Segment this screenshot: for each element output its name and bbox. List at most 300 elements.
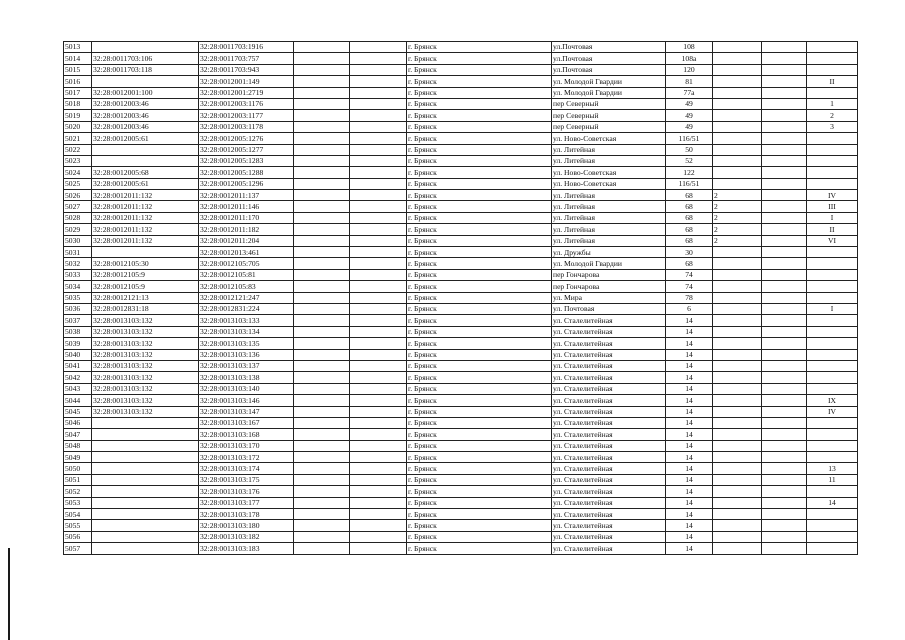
row-number-cell: 5024 xyxy=(64,167,92,178)
cadastral-number-cell: 32:28:0013103:168 xyxy=(199,429,294,440)
empty-cell xyxy=(350,452,407,463)
empty-cell xyxy=(762,144,807,155)
row-number-cell: 5021 xyxy=(64,133,92,144)
empty-cell xyxy=(762,463,807,474)
empty-cell xyxy=(350,417,407,428)
parent-cadastral-number-cell: 32:28:0012003:46 xyxy=(92,110,199,121)
street-cell: ул. Сталелитейная xyxy=(552,315,666,326)
empty-cell xyxy=(350,497,407,508)
empty-cell xyxy=(762,417,807,428)
empty-cell xyxy=(350,383,407,394)
row-number-cell: 5054 xyxy=(64,509,92,520)
empty-cell xyxy=(294,440,350,451)
table-row xyxy=(64,531,858,542)
city-cell: г. Брянск xyxy=(407,212,552,223)
empty-cell xyxy=(294,144,350,155)
house-number-cell: 14 xyxy=(666,326,713,337)
empty-cell xyxy=(350,372,407,383)
house-number-cell: 14 xyxy=(666,520,713,531)
parent-cadastral-number-cell: 32:28:0012011:132 xyxy=(92,235,199,246)
empty-cell xyxy=(762,42,807,53)
parent-cadastral-number-cell: 32:28:0012121:13 xyxy=(92,292,199,303)
premises-number-cell xyxy=(807,509,858,520)
cadastral-number-cell: 32:28:0012001:2719 xyxy=(199,87,294,98)
building-number-cell xyxy=(713,338,762,349)
empty-cell xyxy=(294,258,350,269)
house-number-cell: 49 xyxy=(666,98,713,109)
row-number-cell: 5052 xyxy=(64,486,92,497)
parent-cadastral-number-cell: 32:28:0012831:18 xyxy=(92,303,199,314)
parent-cadastral-number-cell xyxy=(92,509,199,520)
premises-number-cell: I xyxy=(807,303,858,314)
premises-number-cell xyxy=(807,543,858,554)
row-number-cell: 5049 xyxy=(64,452,92,463)
building-number-cell xyxy=(713,474,762,485)
street-cell: пер Гончарова xyxy=(552,281,666,292)
house-number-cell: 81 xyxy=(666,76,713,87)
empty-cell xyxy=(762,303,807,314)
row-number-cell: 5043 xyxy=(64,383,92,394)
city-cell: г. Брянск xyxy=(407,190,552,201)
city-cell: г. Брянск xyxy=(407,326,552,337)
building-number-cell xyxy=(713,497,762,508)
table-row xyxy=(64,429,858,440)
premises-number-cell xyxy=(807,64,858,75)
table-row xyxy=(64,315,858,326)
parent-cadastral-number-cell xyxy=(92,543,199,554)
empty-cell xyxy=(350,326,407,337)
street-cell: ул. Сталелитейная xyxy=(552,509,666,520)
empty-cell xyxy=(294,543,350,554)
table-row xyxy=(64,144,858,155)
cadastral-number-cell: 32:28:0011703:943 xyxy=(199,64,294,75)
building-number-cell xyxy=(713,121,762,132)
house-number-cell: 120 xyxy=(666,64,713,75)
empty-cell xyxy=(350,429,407,440)
street-cell: ул. Почтовая xyxy=(552,303,666,314)
table-row xyxy=(64,349,858,360)
table-row xyxy=(64,178,858,189)
premises-number-cell: III xyxy=(807,201,858,212)
row-number-cell: 5019 xyxy=(64,110,92,121)
city-cell: г. Брянск xyxy=(407,76,552,87)
street-cell: ул. Литейная xyxy=(552,201,666,212)
table-row xyxy=(64,98,858,109)
house-number-cell: 14 xyxy=(666,440,713,451)
street-cell: ул. Литейная xyxy=(552,235,666,246)
table-row xyxy=(64,190,858,201)
empty-cell xyxy=(762,543,807,554)
empty-cell xyxy=(294,98,350,109)
table-row xyxy=(64,395,858,406)
empty-cell xyxy=(350,224,407,235)
premises-number-cell: IV xyxy=(807,190,858,201)
empty-cell xyxy=(350,212,407,223)
city-cell: г. Брянск xyxy=(407,543,552,554)
city-cell: г. Брянск xyxy=(407,144,552,155)
house-number-cell: 14 xyxy=(666,474,713,485)
empty-cell xyxy=(350,303,407,314)
cadastral-number-cell: 32:28:0012831:224 xyxy=(199,303,294,314)
building-number-cell xyxy=(713,315,762,326)
parent-cadastral-number-cell: 32:28:0012005:68 xyxy=(92,167,199,178)
cadastral-number-cell: 32:28:0012011:170 xyxy=(199,212,294,223)
parent-cadastral-number-cell xyxy=(92,429,199,440)
empty-cell xyxy=(762,486,807,497)
table-row xyxy=(64,303,858,314)
building-number-cell xyxy=(713,417,762,428)
empty-cell xyxy=(294,463,350,474)
empty-cell xyxy=(762,258,807,269)
empty-cell xyxy=(294,42,350,53)
table-row xyxy=(64,53,858,64)
empty-cell xyxy=(294,281,350,292)
table-row xyxy=(64,247,858,258)
street-cell: ул. Молодой Гвардии xyxy=(552,87,666,98)
empty-cell xyxy=(294,167,350,178)
city-cell: г. Брянск xyxy=(407,224,552,235)
house-number-cell: 78 xyxy=(666,292,713,303)
page-edge-mark xyxy=(8,548,10,640)
street-cell: ул. Сталелитейная xyxy=(552,383,666,394)
parent-cadastral-number-cell xyxy=(92,417,199,428)
premises-number-cell xyxy=(807,440,858,451)
empty-cell xyxy=(294,76,350,87)
table-row xyxy=(64,509,858,520)
empty-cell xyxy=(350,509,407,520)
table-row xyxy=(64,121,858,132)
empty-cell xyxy=(350,42,407,53)
empty-cell xyxy=(762,76,807,87)
premises-number-cell: 2 xyxy=(807,110,858,121)
house-number-cell: 108а xyxy=(666,53,713,64)
premises-number-cell xyxy=(807,349,858,360)
empty-cell xyxy=(350,269,407,280)
empty-cell xyxy=(762,190,807,201)
empty-cell xyxy=(294,247,350,258)
cadastral-number-cell: 32:28:0012005:1283 xyxy=(199,155,294,166)
empty-cell xyxy=(350,349,407,360)
parent-cadastral-number-cell: 32:28:0012001:100 xyxy=(92,87,199,98)
empty-cell xyxy=(350,98,407,109)
table-row xyxy=(64,497,858,508)
building-number-cell xyxy=(713,64,762,75)
empty-cell xyxy=(294,474,350,485)
empty-cell xyxy=(350,338,407,349)
empty-cell xyxy=(350,133,407,144)
parent-cadastral-number-cell: 32:28:0013103:132 xyxy=(92,315,199,326)
building-number-cell xyxy=(713,543,762,554)
city-cell: г. Брянск xyxy=(407,440,552,451)
parent-cadastral-number-cell: 32:28:0012011:132 xyxy=(92,224,199,235)
building-number-cell xyxy=(713,53,762,64)
parent-cadastral-number-cell: 32:28:0011703:118 xyxy=(92,64,199,75)
building-number-cell: 2 xyxy=(713,201,762,212)
building-number-cell xyxy=(713,98,762,109)
parent-cadastral-number-cell: 32:28:0012105:9 xyxy=(92,269,199,280)
premises-number-cell xyxy=(807,167,858,178)
house-number-cell: 30 xyxy=(666,247,713,258)
cadastral-number-cell: 32:28:0013103:170 xyxy=(199,440,294,451)
house-number-cell: 14 xyxy=(666,429,713,440)
city-cell: г. Брянск xyxy=(407,110,552,121)
empty-cell xyxy=(350,281,407,292)
house-number-cell: 14 xyxy=(666,452,713,463)
house-number-cell: 14 xyxy=(666,486,713,497)
empty-cell xyxy=(762,452,807,463)
empty-cell xyxy=(762,247,807,258)
parent-cadastral-number-cell: 32:28:0013103:132 xyxy=(92,372,199,383)
empty-cell xyxy=(762,224,807,235)
street-cell: ул. Сталелитейная xyxy=(552,520,666,531)
parent-cadastral-number-cell: 32:28:0011703:106 xyxy=(92,53,199,64)
city-cell: г. Брянск xyxy=(407,315,552,326)
row-number-cell: 5036 xyxy=(64,303,92,314)
empty-cell xyxy=(294,87,350,98)
cadastral-number-cell: 32:28:0013103:133 xyxy=(199,315,294,326)
building-number-cell xyxy=(713,303,762,314)
house-number-cell: 14 xyxy=(666,349,713,360)
row-number-cell: 5046 xyxy=(64,417,92,428)
city-cell: г. Брянск xyxy=(407,463,552,474)
cadastral-number-cell: 32:28:0012121:247 xyxy=(199,292,294,303)
table-row xyxy=(64,474,858,485)
parent-cadastral-number-cell xyxy=(92,42,199,53)
cadastral-number-cell: 32:28:0013103:183 xyxy=(199,543,294,554)
empty-cell xyxy=(762,167,807,178)
house-number-cell: 68 xyxy=(666,258,713,269)
cadastral-number-cell: 32:28:0012003:1178 xyxy=(199,121,294,132)
cadastral-number-cell: 32:28:0013103:175 xyxy=(199,474,294,485)
cadastral-number-cell: 32:28:0012003:1177 xyxy=(199,110,294,121)
city-cell: г. Брянск xyxy=(407,167,552,178)
city-cell: г. Брянск xyxy=(407,235,552,246)
empty-cell xyxy=(762,121,807,132)
street-cell: пер Северный xyxy=(552,98,666,109)
house-number-cell: 14 xyxy=(666,531,713,542)
table-row xyxy=(64,281,858,292)
building-number-cell: 2 xyxy=(713,212,762,223)
table-row xyxy=(64,520,858,531)
cadastral-number-cell: 32:28:0013103:137 xyxy=(199,360,294,371)
premises-number-cell xyxy=(807,155,858,166)
cadastral-number-cell: 32:28:0011703:1916 xyxy=(199,42,294,53)
house-number-cell: 14 xyxy=(666,497,713,508)
city-cell: г. Брянск xyxy=(407,406,552,417)
parent-cadastral-number-cell xyxy=(92,497,199,508)
building-number-cell xyxy=(713,269,762,280)
cadastral-number-cell: 32:28:0012003:1176 xyxy=(199,98,294,109)
row-number-cell: 5014 xyxy=(64,53,92,64)
empty-cell xyxy=(762,360,807,371)
empty-cell xyxy=(294,417,350,428)
empty-cell xyxy=(294,292,350,303)
street-cell: ул. Сталелитейная xyxy=(552,452,666,463)
empty-cell xyxy=(350,360,407,371)
empty-cell xyxy=(762,338,807,349)
building-number-cell xyxy=(713,281,762,292)
city-cell: г. Брянск xyxy=(407,258,552,269)
row-number-cell: 5051 xyxy=(64,474,92,485)
empty-cell xyxy=(762,201,807,212)
parent-cadastral-number-cell xyxy=(92,474,199,485)
cadastral-number-cell: 32:28:0012011:137 xyxy=(199,190,294,201)
table-row xyxy=(64,212,858,223)
building-number-cell xyxy=(713,76,762,87)
street-cell: ул. Сталелитейная xyxy=(552,406,666,417)
table-row xyxy=(64,463,858,474)
house-number-cell: 68 xyxy=(666,235,713,246)
parent-cadastral-number-cell xyxy=(92,155,199,166)
street-cell: пер Северный xyxy=(552,121,666,132)
cadastral-number-cell: 32:28:0013103:182 xyxy=(199,531,294,542)
city-cell: г. Брянск xyxy=(407,360,552,371)
city-cell: г. Брянск xyxy=(407,201,552,212)
building-number-cell xyxy=(713,87,762,98)
table-row xyxy=(64,372,858,383)
parent-cadastral-number-cell: 32:28:0012005:61 xyxy=(92,178,199,189)
city-cell: г. Брянск xyxy=(407,383,552,394)
row-number-cell: 5023 xyxy=(64,155,92,166)
empty-cell xyxy=(762,315,807,326)
building-number-cell: 2 xyxy=(713,190,762,201)
empty-cell xyxy=(294,349,350,360)
city-cell: г. Брянск xyxy=(407,53,552,64)
city-cell: г. Брянск xyxy=(407,98,552,109)
building-number-cell xyxy=(713,406,762,417)
cadastral-number-cell: 32:28:0012105:83 xyxy=(199,281,294,292)
city-cell: г. Брянск xyxy=(407,247,552,258)
premises-number-cell xyxy=(807,258,858,269)
parent-cadastral-number-cell: 32:28:0012005:61 xyxy=(92,133,199,144)
premises-number-cell xyxy=(807,326,858,337)
building-number-cell xyxy=(713,452,762,463)
parent-cadastral-number-cell: 32:28:0013103:132 xyxy=(92,383,199,394)
cadastral-number-cell: 32:28:0012001:149 xyxy=(199,76,294,87)
house-number-cell: 14 xyxy=(666,315,713,326)
empty-cell xyxy=(294,372,350,383)
empty-cell xyxy=(762,281,807,292)
building-number-cell xyxy=(713,395,762,406)
building-number-cell xyxy=(713,326,762,337)
building-number-cell xyxy=(713,440,762,451)
house-number-cell: 52 xyxy=(666,155,713,166)
city-cell: г. Брянск xyxy=(407,429,552,440)
empty-cell xyxy=(350,315,407,326)
empty-cell xyxy=(294,133,350,144)
building-number-cell xyxy=(713,372,762,383)
empty-cell xyxy=(294,121,350,132)
empty-cell xyxy=(762,110,807,121)
building-number-cell xyxy=(713,360,762,371)
cadastral-number-cell: 32:28:0013103:167 xyxy=(199,417,294,428)
cadastral-number-cell: 32:28:0013103:147 xyxy=(199,406,294,417)
row-number-cell: 5026 xyxy=(64,190,92,201)
table-row xyxy=(64,87,858,98)
table-row xyxy=(64,201,858,212)
empty-cell xyxy=(762,326,807,337)
city-cell: г. Брянск xyxy=(407,452,552,463)
empty-cell xyxy=(762,497,807,508)
empty-cell xyxy=(350,235,407,246)
row-number-cell: 5040 xyxy=(64,349,92,360)
empty-cell xyxy=(294,360,350,371)
street-cell: ул. Сталелитейная xyxy=(552,326,666,337)
table-row xyxy=(64,167,858,178)
table-row xyxy=(64,258,858,269)
empty-cell xyxy=(762,98,807,109)
street-cell: ул. Сталелитейная xyxy=(552,372,666,383)
cadastral-number-cell: 32:28:0012011:204 xyxy=(199,235,294,246)
premises-number-cell: 14 xyxy=(807,497,858,508)
row-number-cell: 5039 xyxy=(64,338,92,349)
street-cell: ул. Сталелитейная xyxy=(552,360,666,371)
empty-cell xyxy=(294,155,350,166)
city-cell: г. Брянск xyxy=(407,531,552,542)
empty-cell xyxy=(762,292,807,303)
row-number-cell: 5033 xyxy=(64,269,92,280)
empty-cell xyxy=(350,167,407,178)
cadastral-number-cell: 32:28:0013103:146 xyxy=(199,395,294,406)
street-cell: ул. Ново-Советская xyxy=(552,178,666,189)
empty-cell xyxy=(762,383,807,394)
cadastral-number-cell: 32:28:0012011:146 xyxy=(199,201,294,212)
house-number-cell: 68 xyxy=(666,212,713,223)
table-row xyxy=(64,543,858,554)
street-cell: ул.Почтовая xyxy=(552,64,666,75)
empty-cell xyxy=(350,178,407,189)
premises-number-cell: 1 xyxy=(807,98,858,109)
empty-cell xyxy=(294,383,350,394)
premises-number-cell xyxy=(807,417,858,428)
city-cell: г. Брянск xyxy=(407,417,552,428)
city-cell: г. Брянск xyxy=(407,497,552,508)
city-cell: г. Брянск xyxy=(407,520,552,531)
empty-cell xyxy=(350,463,407,474)
city-cell: г. Брянск xyxy=(407,178,552,189)
empty-cell xyxy=(762,429,807,440)
empty-cell xyxy=(294,190,350,201)
building-number-cell xyxy=(713,110,762,121)
premises-number-cell xyxy=(807,338,858,349)
street-cell: ул. Молодой Гвардии xyxy=(552,76,666,87)
row-number-cell: 5056 xyxy=(64,531,92,542)
city-cell: г. Брянск xyxy=(407,349,552,360)
premises-number-cell xyxy=(807,486,858,497)
empty-cell xyxy=(294,531,350,542)
table-row xyxy=(64,42,858,53)
table-row xyxy=(64,76,858,87)
cadastral-number-cell: 32:28:0012005:1296 xyxy=(199,178,294,189)
premises-number-cell xyxy=(807,531,858,542)
cadastral-number-cell: 32:28:0013103:135 xyxy=(199,338,294,349)
premises-number-cell: IX xyxy=(807,395,858,406)
empty-cell xyxy=(350,155,407,166)
premises-number-cell: 3 xyxy=(807,121,858,132)
parent-cadastral-number-cell: 32:28:0013103:132 xyxy=(92,349,199,360)
street-cell: ул. Сталелитейная xyxy=(552,543,666,554)
empty-cell xyxy=(762,133,807,144)
house-number-cell: 108 xyxy=(666,42,713,53)
row-number-cell: 5027 xyxy=(64,201,92,212)
cadastral-number-cell: 32:28:0012005:1276 xyxy=(199,133,294,144)
house-number-cell: 14 xyxy=(666,417,713,428)
row-number-cell: 5031 xyxy=(64,247,92,258)
house-number-cell: 14 xyxy=(666,463,713,474)
empty-cell xyxy=(350,144,407,155)
row-number-cell: 5045 xyxy=(64,406,92,417)
cadastral-number-cell: 32:28:0013103:138 xyxy=(199,372,294,383)
